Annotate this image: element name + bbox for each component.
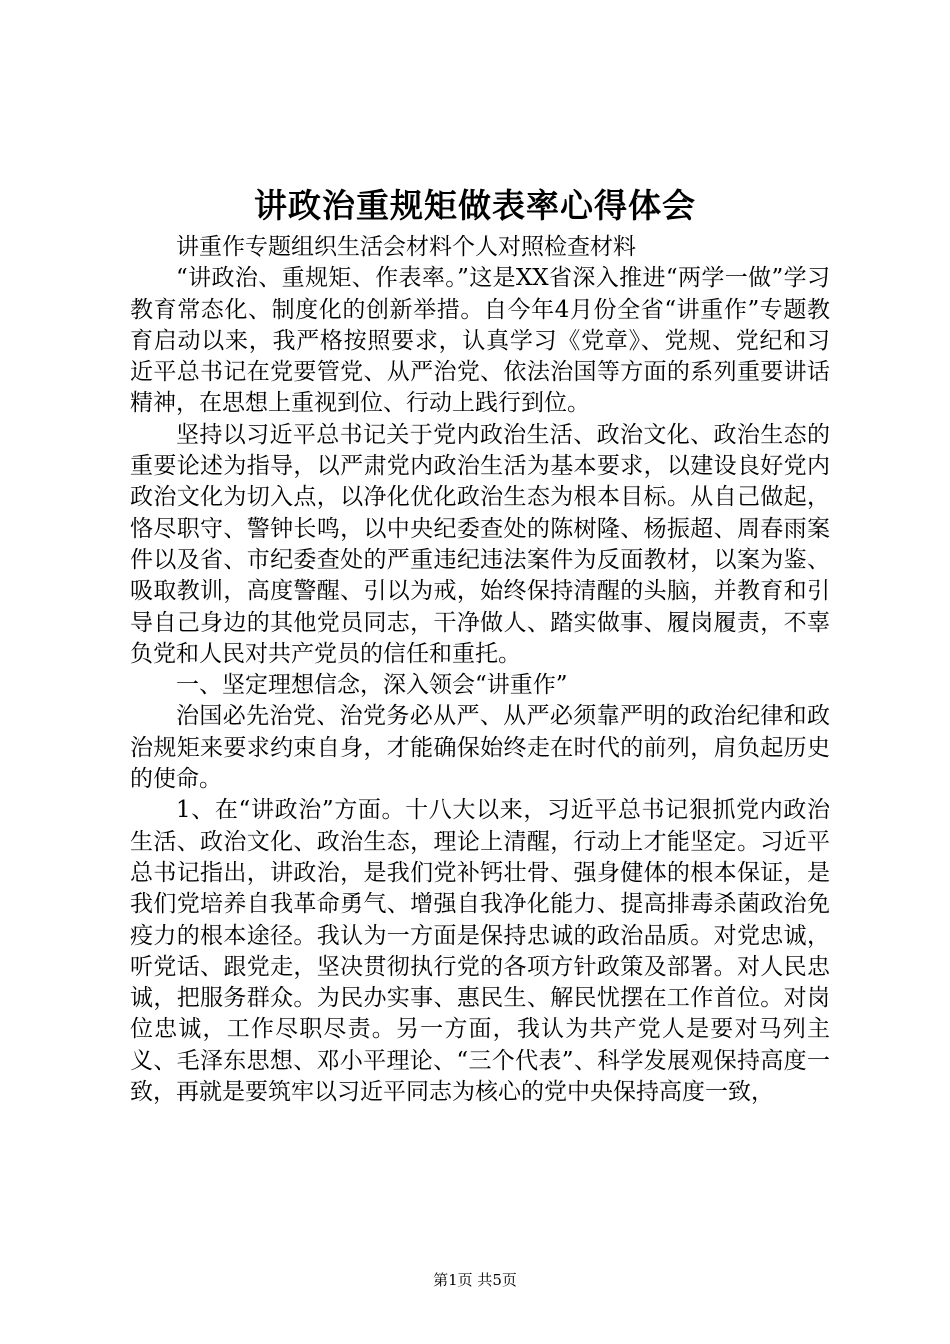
document-body [130,232,830,1108]
paragraph-discipline: 治国必先治党、治党务必从严、从严必须靠严明的政治纪律和政治规矩来要求约束自身，才能确保始终走在时代的前列，肩负起历史的使命。 [130,703,830,793]
section-heading-1: 一、坚定理想信念，深入领会“讲重作” [176,672,568,699]
document-title: 讲政治重规矩做表率心得体会 [254,186,696,225]
page-footer: 第1页 共5页 [433,1271,517,1289]
paragraph-guidance: 坚持以习近平总书记关于党内政治生活、政治文化、政治生态的重要论述为指导，以严肃党内政治生活为基本要求，以建设良好党内政治文化为切入点，以净化优化政治生态为根本目标。从自己做起，恪尽职守、警钟长鸣，以中央纪委查处的陈树隆、杨振超、周春雨案件以及省、市纪委查处的严重违纪违法案件为反面教材，以案为鉴、吸取教训，高度警醒、引以为戒，始终保持清醒的头脑，并教育和引导自己身边的其他党员同志，干净做人、踏实做事、履岗履责，不辜负党和人民对共产党员的信任和重托。 [130,421,830,667]
paragraph-politics: 1、在“讲政治”方面。十八大以来，习近平总书记狠抓党内政治生活、政治文化、政治生态，理论上清醒，行动上才能坚定。习近平总书记指出，讲政治，是我们党补钙壮骨、强身健体的根本保证，是我们党培养自我革命勇气、增强自我净化能力、提高排毒杀菌政治免疫力的根本途径。我认为一方面是保持忠诚的政治品质。对党忠诚，听党话、跟党走，坚决贯彻执行党的各项方针政策及部署。对人民忠诚，把服务群众。为民办实事、惠民生、解民忧摆在工作首位。对岗位忠诚，工作尽职尽责。另一方面，我认为共产党人是要对马列主义、毛泽东思想、邓小平理论、“三个代表”、科学发展观保持高度一致，再就是要筑牢以习近平同志为核心的党中央保持高度一致， [130,797,830,1106]
paragraph-intro: “讲政治、重规矩、作表率。”这是XX省深入推进“两学一做”学习教育常态化、制度化的创新举措。自今年4月份全省“讲重作”专题教育启动以来，我严格按照要求，认真学习《党章》、党规、党纪和习近平总书记在党要管党、从严治党、依法治国等方面的系列重要讲话精神，在思想上重视到位、行动上践行到位。 [130,265,830,417]
paragraph-subtitle: 讲重作专题组织生活会材料个人对照检查材料 [176,234,636,260]
